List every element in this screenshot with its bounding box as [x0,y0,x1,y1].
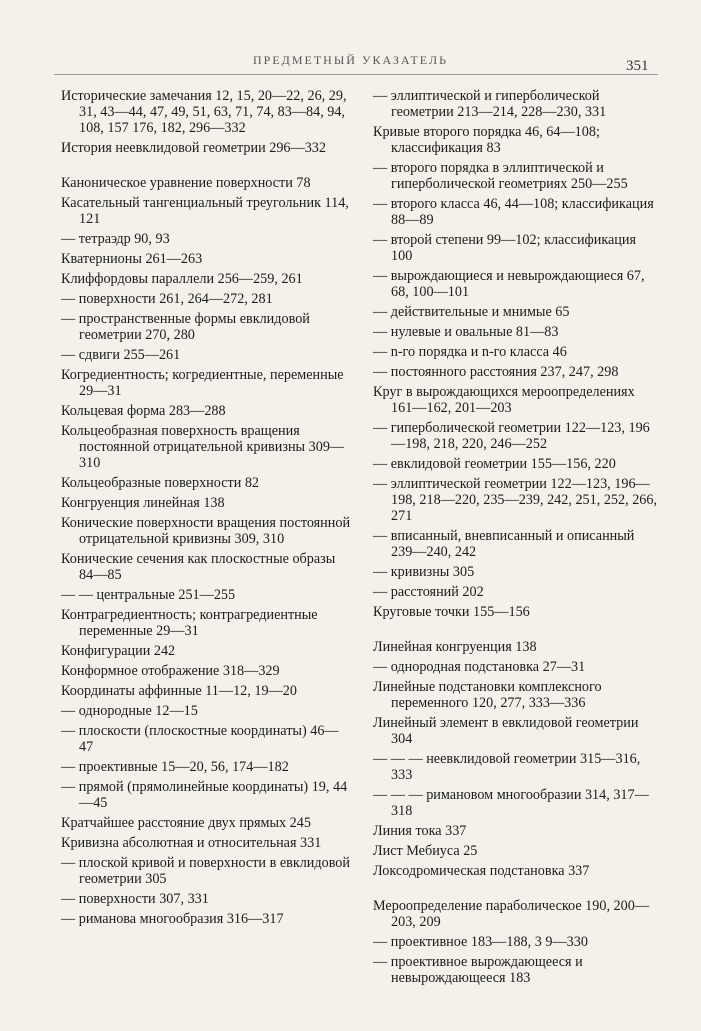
index-entry: — постоянного расстояния 237, 247, 298 [373,364,619,380]
index-entry: — действительные и мнимые 65 [373,304,570,320]
index-entry: Конгруенция линейная 138 [61,495,225,511]
section-gap [373,883,657,898]
index-entry: — проективное 183—188, 3 9—330 [373,934,588,950]
index-entry: — гиперболической геометрии 122—123, 196—198, 218, 220, 246—252 [373,420,650,452]
index-entry: — поверхности 261, 264—272, 281 [61,291,273,307]
index-entry: Линейный элемент в евклидовой геометрии 304 [373,715,639,747]
page-number: 351 [626,58,649,74]
index-entry: Линейная конгруенция 138 [373,639,537,655]
index-entry: Каноническое уравнение поверхности 78 [61,175,311,191]
index-entry: Клиффордовы параллели 256—259, 261 [61,271,303,287]
index-entry: — плоскости (плоскостные координаты) 46—47 [61,723,339,755]
index-entry: Конформное отображение 318—329 [61,663,280,679]
index-entry: — второй степени 99—102; классификация 100 [373,232,637,264]
index-entry: — — центральные 251—255 [61,587,236,603]
index-entry: Лист Мебиуса 25 [373,843,478,859]
section-gap [373,624,657,639]
index-entry: — расстояний 202 [373,584,484,600]
index-entry: Круговые точки 155—156 [373,604,530,620]
index-column-left [61,88,351,931]
index-entry: Касательный тангенциальный треугольник 114, 121 [61,195,349,227]
index-entry: — кривизны 305 [373,564,475,580]
running-header: ПРЕДМЕТНЫЙ УКАЗАТЕЛЬ [252,53,448,67]
index-entry: — пространственные формы евклидовой геометрии 270, 280 [61,311,310,343]
index-entry: — сдвиги 255—261 [61,347,181,363]
index-entry: Конические поверхности вращения постоянной отрицательной кривизны 309, 310 [61,515,351,547]
index-entry: Линия тока 337 [373,823,467,839]
index-entry: — поверхности 307, 331 [61,891,209,907]
index-entry: Кратчайшее расстояние двух прямых 245 [61,815,311,831]
index-entry: Кривые второго порядка 46, 64—108; классификация 83 [373,124,600,156]
index-entry: — проективное вырождающееся и невырождающееся 183 [373,954,583,986]
index-entry: Круг в вырождающихся мероопределениях 161—162, 201—203 [373,384,635,416]
index-entry: — n-го порядка и n-го класса 46 [373,344,567,360]
header-rule [54,74,658,75]
index-entry: Исторические замечания 12, 15, 20—22, 26, 29, 31, 43—44, 47, 49, 51, 63, 71, 74, 83—84, 94, 108, 157 176, 182, 296—332 [61,88,347,136]
index-entry: — — — римановом многообразии 314, 317—318 [373,787,649,819]
index-entry: Конфигурации 242 [61,643,176,659]
index-entry: История неевклидовой геометрии 296—332 [61,140,326,156]
index-entry: — второго класса 46, 44—108; классификация 88—89 [373,196,654,228]
index-entry: — — — неевклидовой геометрии 315—316, 333 [373,751,641,783]
index-entry: Кольцевая форма 283—288 [61,403,226,419]
index-entry: Координаты аффинные 11—12, 19—20 [61,683,297,699]
index-entry: Линейные подстановки комплексного переменного 120, 277, 333—336 [373,679,602,711]
index-entry: — проективные 15—20, 56, 174—182 [61,759,289,775]
index-entry: — прямой (прямолинейные координаты) 19, 44—45 [61,779,348,811]
index-entry: — эллиптической и гиперболической геометрии 213—214, 228—230, 331 [373,88,607,120]
index-entry: Кольцеобразная поверхность вращения постоянной отрицательной кривизны 309—310 [61,423,345,471]
index-entry: — тетраэдр 90, 93 [61,231,170,247]
index-entry: Когредиентность; когредиентные, переменные 29—31 [61,367,344,399]
index-entry: — однородные 12—15 [61,703,198,719]
index-entry: Кольцеобразные поверхности 82 [61,475,260,491]
index-entry: Локсодромическая подстановка 337 [373,863,590,879]
index-entry: Кватернионы 261—263 [61,251,203,267]
index-entry: — евклидовой геометрии 155—156, 220 [373,456,616,472]
index-entry: — плоской кривой и поверхности в евклидовой геометрии 305 [61,855,350,887]
index-entry: — однородная подстановка 27—31 [373,659,586,675]
index-entry: — вписанный, вневписанный и описанный 239—240, 242 [373,528,635,560]
index-column-right [373,88,657,990]
index-entry: — эллиптической геометрии 122—123, 196—198, 218—220, 235—239, 242, 251, 252, 266, 271 [373,476,658,524]
section-gap [61,160,351,175]
index-entry: Мероопределение параболическое 190, 200—203, 209 [373,898,650,930]
index-entry: — второго порядка в эллиптической и гиперболической геометриях 250—255 [373,160,628,192]
index-entry: — вырождающиеся и невырождающиеся 67, 68, 100—101 [373,268,645,300]
index-entry: — нулевые и овальные 81—83 [373,324,559,340]
index-entry: Конические сечения как плоскостные образы 84—85 [61,551,336,583]
index-entry: Контрагредиентность; контрагредиентные переменные 29—31 [61,607,318,639]
index-entry: Кривизна абсолютная и относительная 331 [61,835,322,851]
index-entry: — риманова многообразия 316—317 [61,911,284,927]
